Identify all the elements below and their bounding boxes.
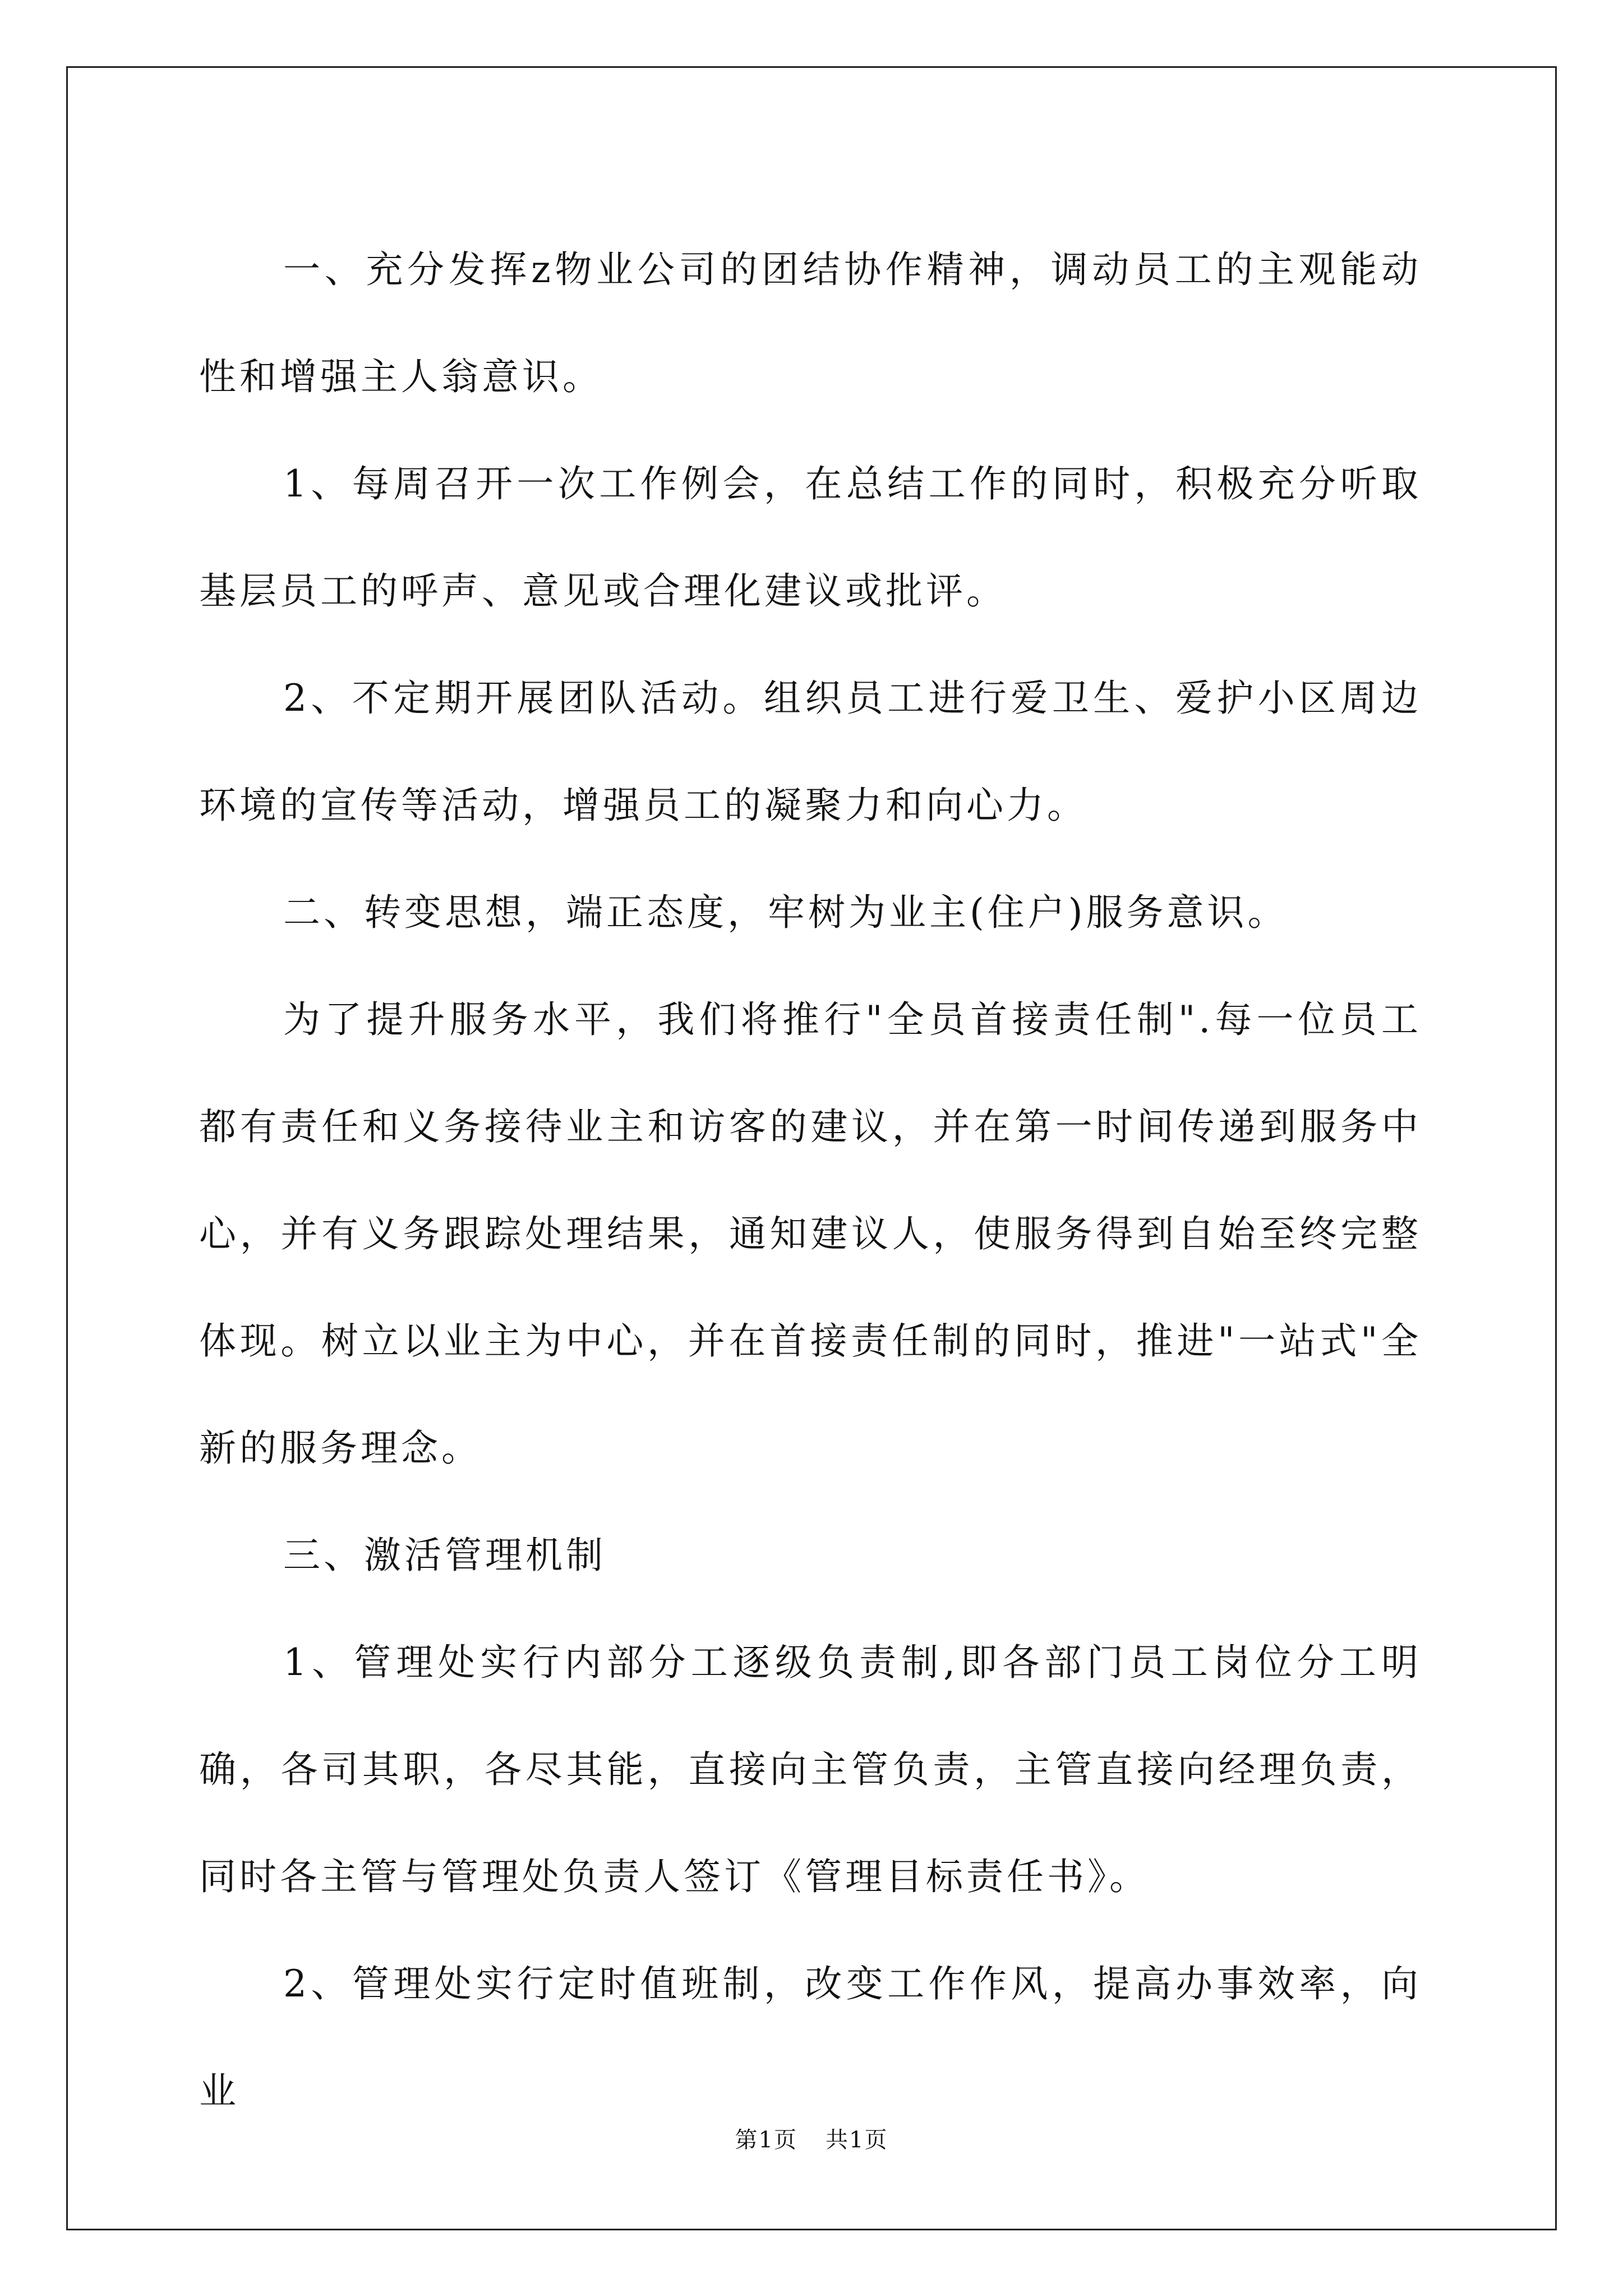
page-number: 第1页: [735, 2127, 797, 2153]
paragraph-section-one-heading: 一、充分发挥z物业公司的团结协作精神，调动员工的主观能动性和增强主人翁意识。: [199, 248, 1422, 398]
paragraph-item-2-team-activities: 2、不定期开展团队活动。组织员工进行爱卫生、爱护小区周边环境的宣传等活动，增强员工的凝聚力和向心力。: [199, 677, 1422, 827]
document-body: [199, 216, 1422, 2145]
paragraph-section-three-heading: 三、激活管理机制: [283, 1534, 606, 1577]
paragraph-first-contact-responsibility: 为了提升服务水平，我们将推行"全员首接责任制".每一位员工都有责任和义务接待业主和访客的建议，并在第一时间传递到服务中心，并有义务跟踪处理结果，通知建议人，使服务得到自始至终完整体现。树立以业主为中心，并在首接责任制的同时，推进"一站式"全新的服务理念。: [199, 998, 1422, 1470]
paragraph-item-2-duty-system: 2、管理处实行定时值班制，改变工作作风，提高办事效率，向业: [199, 1962, 1422, 2113]
paragraph-item-1-responsibility-system: 1、管理处实行内部分工逐级负责制,即各部门员工岗位分工明确，各司其职，各尽其能，直接向主管负责，主管直接向经理负责，同时各主管与管理处负责人签订《管理目标责任书》。: [199, 1641, 1422, 1898]
page-total: 共1页: [826, 2127, 888, 2153]
page-footer: [0, 2123, 1623, 2157]
paragraph-item-1-weekly-meeting: 1、每周召开一次工作例会，在总结工作的同时，积极充分听取基层员工的呼声、意见或合理化建议或批评。: [199, 462, 1422, 613]
paragraph-section-two-heading: 二、转变思想，端正态度，牢树为业主(住户)服务意识。: [283, 891, 1288, 934]
